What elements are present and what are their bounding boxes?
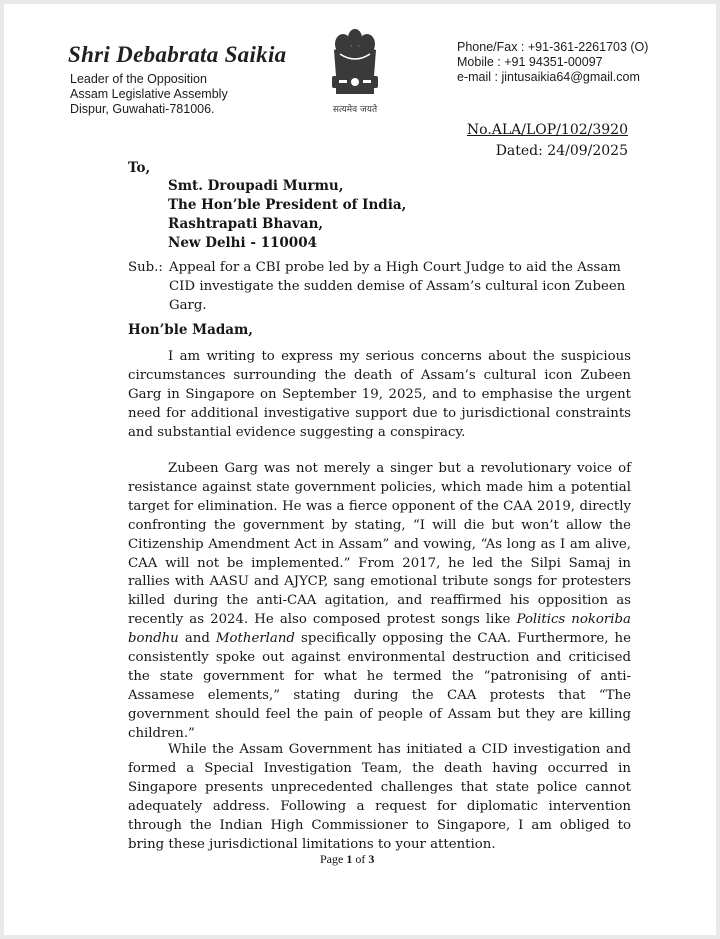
- paragraph-2-text: Zubeen Garg was not merely a singer but a revolutionary voice of resistance against state government policies, which made him a potential target for elimination. He was a fierce opponent of the CAA 2019, directly confronting the government by stating, “I will die but won’t allow the Citizenship Amendment Act in Assam” and vowing, “As long as I am alive, CAA will not be implemented.” From 2017, he led the Silpi Samaj in rallies with AASU and AJYCP, sang emotional tribute songs for protesters killed during the anti-CAA agitation, and reaffirmed his opposition as recently as 2024. He also composed protest songs like: [128, 461, 631, 628]
- paragraph-1: I am writing to express my serious concerns about the suspicious circumstances surrounding the death of Assam’s cultural icon Zubeen Garg in Singapore on September 19, 2025, and to emphasise the urgent need for additional investigative support due to jurisdictional constraints and substantial evidence suggesting a conspiracy.: [128, 349, 631, 440]
- salutation: Hon’ble Madam,: [128, 322, 253, 338]
- to-label: To,: [128, 160, 151, 176]
- recipient-city: New Delhi - 110004: [168, 235, 317, 251]
- reference-number: No.ALA/LOP/102/3920: [466, 122, 628, 138]
- sender-designation: Leader of the Opposition: [70, 72, 207, 86]
- page-number: [320, 852, 374, 867]
- reference-block: [467, 120, 628, 162]
- emblem-motto: सत्यमेव जयते: [332, 105, 378, 115]
- sender-assembly: Assam Legislative Assembly: [70, 87, 228, 101]
- total-pages: 3: [368, 852, 375, 866]
- song-title-politics: Politics nokoriba bondhu: [128, 612, 631, 647]
- recipient-title: The Hon’ble President of India,: [168, 197, 407, 213]
- subject-label: Sub.:: [128, 260, 163, 275]
- letter-date: Dated: 24/09/2025: [495, 143, 628, 159]
- recipient-address: [168, 177, 406, 253]
- page-word: Page: [320, 852, 344, 866]
- recipient-name: Smt. Droupadi Murmu,: [168, 178, 344, 194]
- paragraph-2-and: and: [178, 631, 216, 647]
- paragraph-2-rest: specifically opposing the CAA. Furthermore, he consistently spoke out against environmental destruction and criticised the state government for what he termed the “patronising of anti-Assamese elements,” stating during the CAA protests that “The government should feel the pain of people of Assam but they are killing children.”: [128, 631, 631, 741]
- paragraph-2: [128, 460, 631, 744]
- phone-fax: Phone/Fax : +91-361-2261703 (O): [457, 40, 649, 54]
- song-title-motherland: Motherland: [215, 631, 295, 647]
- letter-page: [4, 4, 716, 935]
- current-page: 1: [346, 852, 353, 866]
- sender-address: Dispur, Guwahati-781006.: [70, 102, 215, 116]
- subject-text: Appeal for a CBI probe led by a High Court Judge to aid the Assam CID investigate the sudden demise of Assam’s cultural icon Zubeen Garg.: [169, 260, 626, 313]
- of-word: of: [355, 852, 366, 866]
- mobile-number: Mobile : +91 94351-00097: [457, 55, 603, 69]
- email-address: e-mail : jintusaikia64@gmail.com: [457, 70, 640, 84]
- paragraph-3: While the Assam Government has initiated a CID investigation and formed a Special Investigation Team, the death having occurred in Singapore presents unprecedented challenges that state police cannot adequately address. Following a request for diplomatic intervention through the Indian High Commissioner to Singapore, I am obliged to bring these jurisdictional limitations to your attention.: [128, 742, 631, 852]
- sender-name: Shri Debabrata Saikia: [68, 42, 287, 67]
- recipient-office: Rashtrapati Bhavan,: [168, 216, 324, 232]
